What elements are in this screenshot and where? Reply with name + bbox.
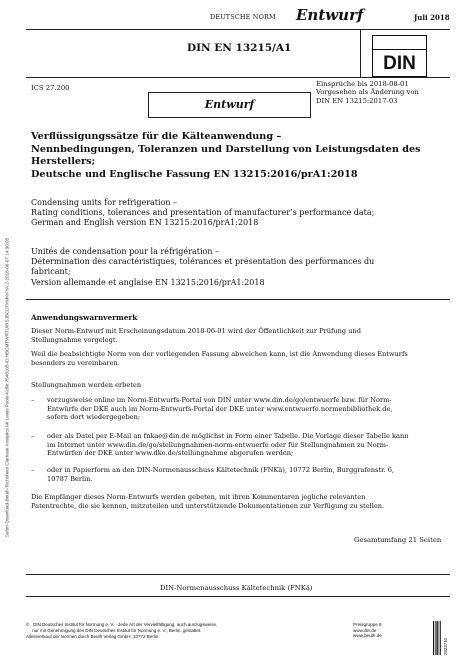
para-line: Patentrechte, die sie kennen, mitzuteilen und unterstützende Dokumentationen zur Verfügung zu stellen.: [31, 501, 385, 510]
din-number: DIN EN 13215/A1: [187, 42, 292, 54]
title-de-line: Herstellers;: [31, 156, 96, 168]
sidebar-text: Sofort-Download-Beuth-Techsheet Clarivate Analytics Mr Lewis Poole-KdNr.7548105-ID.HBCMTWRTUIRSJBCDTKMKKYA.2-2018-06-07 14:30:05: [4, 237, 10, 538]
para-line: Weil die beabsichtigte Norm von der vorliegenden Fassung abweichen kann, ist die Anwendung dieses Entwurfs: [31, 350, 408, 358]
footer-organization: DIN-Normenausschuss Kältetechnik (FNKä): [160, 584, 313, 592]
einsprueche-line: Vorgesehen als Änderung von: [316, 88, 419, 97]
barcode: [433, 621, 447, 655]
title-fr-line: Version allemande et anglaise EN 13215:2016/prA1:2018: [31, 277, 265, 287]
title-en-line: German and English version EN 13215:2016/prA1:2018: [31, 218, 259, 228]
title-en-line: Rating conditions, tolerances and presentation of manufacturer’s performance data;: [31, 208, 375, 218]
warning-para-3: Stellungnahmen werden erbeten: [31, 381, 142, 389]
title-fr-line: fabricant;: [31, 267, 71, 277]
footer-rule-bottom: [26, 596, 450, 597]
legal-line: © DIN Deutsches Institut für Normung e. V. · Jede Art der Vervielfältigung, auch auszugsweise,: [26, 622, 218, 627]
title-german: [31, 131, 451, 182]
entwurf-box-label: Entwurf: [204, 98, 255, 111]
title-fr-line: Unités de condensation pour la réfrigération –: [31, 247, 220, 256]
preis-line: www.din.de: [353, 627, 377, 633]
legal-line: Alleinverkauf der Normen durch Beuth Verlag GmbH, 10772 Berlin: [26, 633, 159, 639]
bullet-line: vorzugsweise online im Norm-Entwurfs-Portal von DIN unter www.din.de/go/entwuerfe bzw. für Norm-: [47, 396, 392, 404]
header-rule: [26, 29, 450, 30]
title-en-line: Condensing units for refrigeration –: [31, 198, 178, 207]
din-logo-icon: [372, 35, 427, 77]
legal-notice: [26, 622, 318, 639]
para-line: Dieser Norm-Entwurf mit Erscheinungsdatum 2018-06-01 wird der Öffentlichkeit zur Prüfung und: [31, 327, 361, 335]
warning-heading: Anwendungswarnvermerk: [31, 313, 138, 322]
bullet-dash: –: [31, 396, 35, 404]
bullet-line: oder in Papierform an den DIN-Normenausschuss Kältetechnik (FNKä), 10772 Berlin, Burggrafenstr. 6,: [47, 466, 394, 474]
title-french: [31, 247, 451, 288]
ics-code: ICS 27.200: [31, 84, 70, 92]
bullet-line: Entwürfe der DKE auch im Norm-Entwurfs-Portal der DKE unter www.entwuerfe.normenbibliothek.de,: [47, 404, 393, 413]
para-line: Die Empfänger dieses Norm-Entwurfs werden gebeten, mit ihren Kommentaren jegliche relevanten: [31, 493, 366, 501]
title-de-line: Verflüssigungssätze für die Kälteanwendung –: [31, 131, 282, 142]
warning-para-4: [31, 493, 441, 510]
title-english: [31, 198, 451, 229]
total-pages: Gesamtumfang 21 Seiten: [354, 536, 442, 544]
bullet-dash: –: [31, 432, 35, 440]
title-de-line: Deutsche und Englische Fassung EN 13215:2016/prA1:2018: [31, 169, 358, 181]
bullet-dash: –: [31, 466, 35, 474]
title-fr-line: Détermination des caractéristiques, tolérances et présentation des performances du: [31, 257, 375, 267]
bullet-line: sofern dort wiedergegeben;: [47, 413, 141, 422]
warning-para-1: [31, 327, 441, 344]
legal-line: nur mit Genehmigung des DIN Deutsches Institut für Normung e. V., Berlin, gestattet.: [26, 627, 202, 633]
header-norm-label: DEUTSCHE NORM: [210, 13, 276, 21]
logo-divider: [360, 29, 361, 77]
entwurf-box: [148, 92, 311, 118]
para-line: besonders zu vereinbaren.: [31, 358, 120, 367]
title-rule: [26, 299, 450, 300]
bullet-line: 10787 Berlin.: [47, 474, 93, 483]
title-de-line: Nennbedingungen, Toleranzen und Darstellung von Leistungsdaten des: [31, 143, 421, 155]
barcode-number: 2833740: [443, 637, 448, 655]
para-line: Stellungnahme vorgelegt.: [31, 335, 118, 344]
preis-line: www.beuth.de: [353, 633, 382, 639]
einsprueche-line: Einsprüche bis 2018-08-01: [316, 80, 409, 88]
footer-rule-top: [26, 574, 450, 575]
list-item: [31, 396, 441, 424]
header-entwurf-label: Entwurf: [296, 6, 364, 24]
price-group: [353, 622, 413, 639]
warning-para-2: [31, 350, 441, 367]
list-item: [31, 466, 441, 486]
logo-text: DIN: [383, 53, 416, 74]
einsprueche-line: DIN EN 13215:2017-03: [316, 96, 398, 105]
bullet-line: Entwürfen der DKE unter www.dke.de/stellungnahme abgerufen werden;: [47, 449, 294, 458]
preis-line: Preisgruppe 8: [353, 622, 382, 627]
number-rule: [26, 77, 450, 78]
list-item: [31, 432, 441, 460]
bullet-line: im Internet unter www.din.de/go/stellungnahmen-norm-entwuerfe oder für Stellungnahmen zu Norm-: [47, 440, 389, 449]
bullet-line: oder als Datei per E-Mail an fnkae@din.de möglichst in Form einer Tabelle. Die Vorlage dieser Tabelle kann: [47, 432, 409, 440]
sidebar-watermark: [2, 130, 12, 650]
header-date: Juli 2018: [414, 13, 450, 22]
einsprueche-block: [316, 80, 446, 105]
